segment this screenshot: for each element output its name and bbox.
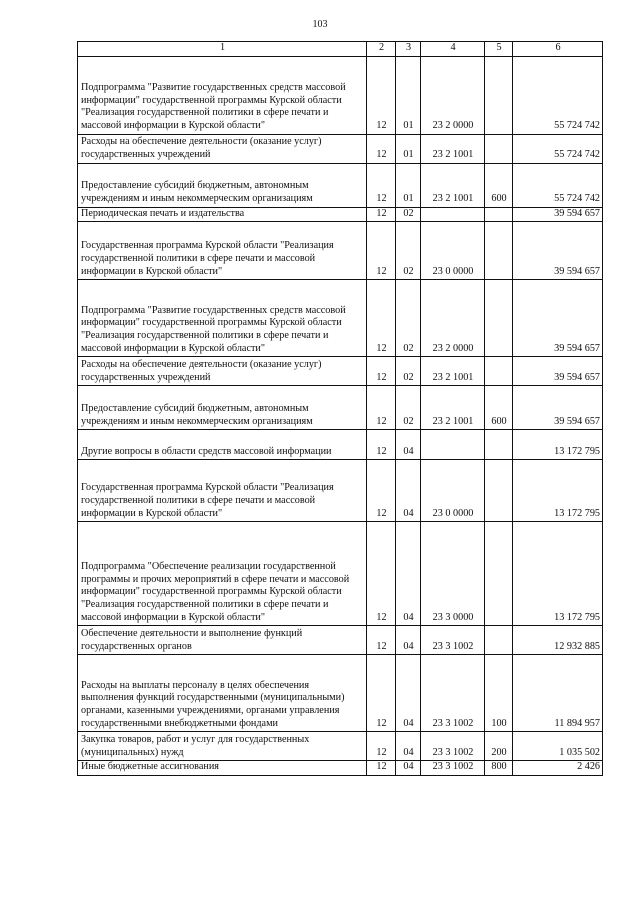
row-subsection: 01	[396, 163, 421, 207]
row-amount: 39 594 657	[513, 280, 603, 357]
row-target-article: 23 0 0000	[421, 222, 485, 280]
row-amount: 55 724 742	[513, 163, 603, 207]
row-subsection: 02	[396, 357, 421, 386]
row-section: 12	[367, 522, 396, 626]
table-row	[78, 522, 603, 626]
row-expense-type: 800	[485, 761, 513, 776]
row-subsection: 02	[396, 280, 421, 357]
table-row	[78, 655, 603, 732]
row-target-article: 23 2 1001	[421, 386, 485, 430]
row-target-article: 23 3 1002	[421, 732, 485, 761]
row-expense-type: 600	[485, 386, 513, 430]
table-row	[78, 430, 603, 460]
header-cell: 5	[485, 42, 513, 57]
row-expense-type	[485, 460, 513, 522]
row-target-article: 23 2 1001	[421, 163, 485, 207]
row-expense-type	[485, 430, 513, 460]
row-name: Государственная программа Курской области "Реализация государственной политики в сфере печати и массовой информации в Курской области"	[78, 460, 367, 522]
header-cell: 4	[421, 42, 485, 57]
table-row	[78, 222, 603, 280]
row-subsection: 02	[396, 222, 421, 280]
row-expense-type	[485, 222, 513, 280]
row-amount: 55 724 742	[513, 134, 603, 163]
row-expense-type: 600	[485, 163, 513, 207]
table-row	[78, 163, 603, 207]
row-subsection: 01	[396, 56, 421, 134]
row-name: Другие вопросы в области средств массовой информации	[78, 430, 367, 460]
table-row	[78, 207, 603, 222]
budget-table	[77, 41, 603, 776]
table-row	[78, 626, 603, 655]
row-subsection: 04	[396, 761, 421, 776]
row-amount: 39 594 657	[513, 222, 603, 280]
row-expense-type: 100	[485, 655, 513, 732]
row-expense-type	[485, 207, 513, 222]
row-target-article: 23 2 0000	[421, 56, 485, 134]
row-expense-type	[485, 280, 513, 357]
row-section: 12	[367, 357, 396, 386]
row-name: Предоставление субсидий бюджетным, автономным учреждениям и иным некоммерческим организациям	[78, 163, 367, 207]
row-amount: 39 594 657	[513, 386, 603, 430]
page-number: 103	[312, 19, 328, 30]
row-target-article	[421, 430, 485, 460]
row-subsection: 01	[396, 134, 421, 163]
table-row	[78, 460, 603, 522]
row-amount: 1 035 502	[513, 732, 603, 761]
row-amount: 39 594 657	[513, 207, 603, 222]
row-expense-type	[485, 134, 513, 163]
row-name: Подпрограмма "Развитие государственных средств массовой информации" государственной программы Курской области "Реализация государственной политики в сфере печати и массовой информации в Курской области"	[78, 56, 367, 134]
row-amount: 55 724 742	[513, 56, 603, 134]
row-amount: 13 172 795	[513, 460, 603, 522]
row-target-article: 23 3 1002	[421, 655, 485, 732]
header-cell: 2	[367, 42, 396, 57]
row-expense-type: 200	[485, 732, 513, 761]
row-subsection: 04	[396, 430, 421, 460]
row-subsection: 02	[396, 386, 421, 430]
row-section: 12	[367, 207, 396, 222]
row-section: 12	[367, 761, 396, 776]
row-expense-type	[485, 626, 513, 655]
table-row	[78, 280, 603, 357]
table-row	[78, 761, 603, 776]
row-name: Иные бюджетные ассигнования	[78, 761, 367, 776]
row-subsection: 04	[396, 522, 421, 626]
row-subsection: 04	[396, 460, 421, 522]
header-row	[78, 42, 603, 57]
table-row	[78, 56, 603, 134]
row-target-article: 23 2 1001	[421, 357, 485, 386]
row-amount: 13 172 795	[513, 522, 603, 626]
row-expense-type	[485, 522, 513, 626]
row-section: 12	[367, 222, 396, 280]
row-target-article: 23 0 0000	[421, 460, 485, 522]
row-section: 12	[367, 56, 396, 134]
row-name: Закупка товаров, работ и услуг для государственных (муниципальных) нужд	[78, 732, 367, 761]
row-name: Расходы на выплаты персоналу в целях обеспечения выполнения функций государственными (муниципальными) органами, казенными учреждениями, органами управления государственными внебюджетными фондами	[78, 655, 367, 732]
row-amount: 39 594 657	[513, 357, 603, 386]
table-row	[78, 357, 603, 386]
row-target-article	[421, 207, 485, 222]
row-section: 12	[367, 655, 396, 732]
row-target-article: 23 3 1002	[421, 626, 485, 655]
row-amount: 11 894 957	[513, 655, 603, 732]
row-section: 12	[367, 732, 396, 761]
row-expense-type	[485, 357, 513, 386]
row-amount: 12 932 885	[513, 626, 603, 655]
row-subsection: 04	[396, 655, 421, 732]
row-name: Расходы на обеспечение деятельности (оказание услуг) государственных учреждений	[78, 357, 367, 386]
row-name: Предоставление субсидий бюджетным, автономным учреждениям и иным некоммерческим организациям	[78, 386, 367, 430]
row-amount: 2 426	[513, 761, 603, 776]
table-row	[78, 386, 603, 430]
row-name: Государственная программа Курской области "Реализация государственной политики в сфере печати и массовой информации в Курской области"	[78, 222, 367, 280]
row-section: 12	[367, 163, 396, 207]
row-section: 12	[367, 626, 396, 655]
header-cell: 3	[396, 42, 421, 57]
row-name: Подпрограмма "Развитие государственных средств массовой информации" государственной программы Курской области "Реализация государственной политики в сфере печати и массовой информации в Курской области"	[78, 280, 367, 357]
row-subsection: 02	[396, 207, 421, 222]
table-row	[78, 732, 603, 761]
row-section: 12	[367, 460, 396, 522]
row-target-article: 23 3 1002	[421, 761, 485, 776]
row-section: 12	[367, 430, 396, 460]
row-expense-type	[485, 56, 513, 134]
row-name: Расходы на обеспечение деятельности (оказание услуг) государственных учреждений	[78, 134, 367, 163]
row-name: Обеспечение деятельности и выполнение функций государственных органов	[78, 626, 367, 655]
row-section: 12	[367, 386, 396, 430]
row-subsection: 04	[396, 732, 421, 761]
row-name: Периодическая печать и издательства	[78, 207, 367, 222]
header-cell: 6	[513, 42, 603, 57]
row-section: 12	[367, 280, 396, 357]
row-name: Подпрограмма "Обеспечение реализации государственной программы и прочих мероприятий в сфере печати и массовой информации" государственной программы Курской области "Реализация государственной политики в сфере печати и массовой информации в Курской области"	[78, 522, 367, 626]
row-amount: 13 172 795	[513, 430, 603, 460]
header-cell: 1	[78, 42, 367, 57]
row-target-article: 23 3 0000	[421, 522, 485, 626]
row-target-article: 23 2 0000	[421, 280, 485, 357]
row-subsection: 04	[396, 626, 421, 655]
table-row	[78, 134, 603, 163]
row-target-article: 23 2 1001	[421, 134, 485, 163]
row-section: 12	[367, 134, 396, 163]
